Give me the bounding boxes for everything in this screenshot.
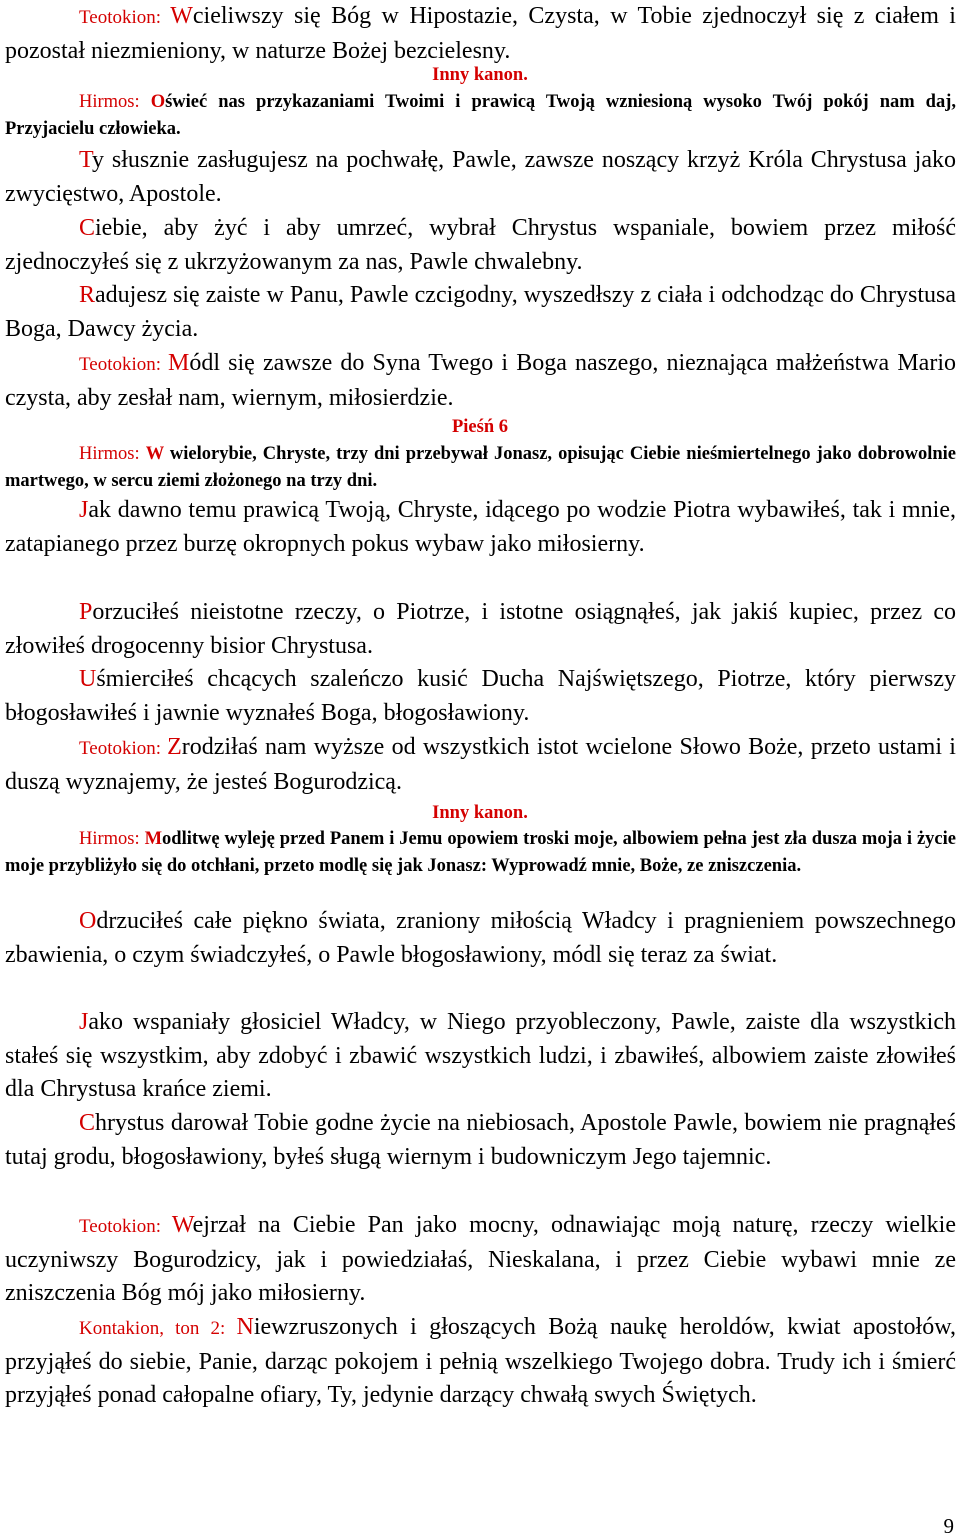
paragraph-text: odlitwę wyleję przed Panem i Jemu opowiem troski moje, albowiem pełna jest zła dusza moja i życie moje przybliżyło się do otchłani, przeto modlę się jak Jonasz: Wyprowadź mnie, Boże, ze zniszczenia.	[5, 829, 956, 876]
paragraph-text: cieliwszy się Bóg w Hipostazie, Czysta, w Tobie zjednoczył się z ciałem i pozostał niezmieniony, w naturze Bożej bezcielesny.	[5, 3, 956, 64]
initial-letter: M	[144, 829, 163, 849]
initial-letter: T	[79, 147, 92, 173]
paragraph-text: świeć nas przykazaniami Twoimi i prawicą Twoją wzniesioną wysoko Twój pokój nam daj, Przyjacielu człowieka.	[5, 92, 957, 139]
troparion-paragraph	[5, 1107, 956, 1174]
paragraph-text: y słusznie zasługujesz na pochwałę, Pawle, zawsze noszący krzyż Króla Chrystusa jako zwycięstwo, Apostole.	[5, 147, 956, 207]
paragraph-text: hrystus darował Tobie godne życie na niebiosach, Apostole Pawle, bowiem nie pragnąłeś tutaj grodu, błogosławiony, byłeś sługą wiernym i budowniczym Jego tajemnic.	[5, 1110, 956, 1170]
section-heading: Inny kanon.	[432, 803, 528, 823]
paragraph-text: adujesz się zaiste w Panu, Pawle czcigodny, wyszedłszy z ciała i odchodząc do Chrystusa Boga, Dawcy życia.	[5, 282, 956, 342]
troparion-paragraph	[5, 494, 956, 561]
teotokion-paragraph	[5, 0, 956, 68]
teotokion-paragraph	[5, 347, 956, 415]
paragraph-text: orzuciłeś nieistotne rzeczy, o Piotrze, i istotne osiągnąłeś, jak jakiś kupiec, przez co złowiłeś drogocenny bisior Chrystusa.	[5, 599, 956, 659]
page-number: 9	[943, 1514, 954, 1538]
initial-letter: W	[170, 3, 193, 29]
initial-letter: U	[79, 666, 97, 692]
troparion-paragraph	[5, 279, 956, 346]
initial-letter: J	[79, 497, 89, 523]
paragraph-text: wielorybie, Chryste, trzy dni przebywał Jonasz, opisując Ciebie nieśmiertelnego jako dobrowolnie martwego, w sercu ziemi złożonego na trzy dni.	[5, 444, 957, 491]
initial-letter: O	[79, 908, 97, 934]
troparion-paragraph	[5, 212, 956, 279]
hirmos-paragraph	[5, 89, 956, 142]
rubric-label: Hirmos:	[79, 444, 146, 464]
initial-letter: W	[171, 1212, 193, 1238]
hirmos-paragraph	[5, 441, 956, 494]
hirmos-paragraph	[5, 826, 956, 879]
paragraph-text: iewzruszonych i głoszących Bożą naukę heroldów, kwiat apostołów, przyjąłeś do siebie, Panie, darząc pokojem i pełnią wszelkiego Twojego dobra. Trudy ich i śmierć przyjąłeś ponad całopalne ofiary, Ty, jedynie darzący chwałą swych Świętych.	[5, 1314, 956, 1408]
rubric-label: Teotokion:	[79, 7, 171, 28]
kontakion-paragraph	[5, 1311, 956, 1413]
initial-letter: W	[145, 444, 164, 464]
rubric-label: Teotokion:	[79, 1216, 172, 1237]
initial-letter: P	[79, 599, 93, 625]
paragraph-text: ejrzał na Ciebie Pan jako mocny, odnawiając moją naturę, rzeczy wielkie uczyniwszy Bogurodzicy, jak i powiedziałaś, Nieskalana, i przez Ciebie wybawi mnie ze zniszczenia Bóg mój jako miłosierny.	[5, 1212, 956, 1306]
troparion-paragraph	[5, 144, 956, 211]
paragraph-text: ak dawno temu prawicą Twoją, Chryste, idącego po wodzie Piotra wybawiłeś, tak i mnie, zatapianego przez burzę okropnych pokus wybaw jako miłosierny.	[5, 497, 956, 557]
troparion-paragraph	[5, 1006, 956, 1107]
initial-letter: C	[79, 215, 96, 241]
paragraph-text: ódl się zawsze do Syna Twego i Boga naszego, nieznająca małżeństwa Mario czysta, aby zesłał nam, wiernym, miłosierdzie.	[5, 350, 956, 411]
rubric-label: Teotokion:	[79, 738, 168, 759]
rubric-label: Teotokion:	[79, 354, 168, 375]
teotokion-paragraph	[5, 731, 956, 799]
paragraph-text: ako wspaniały głosiciel Władcy, w Niego przyobleczony, Pawle, zaiste dla wszystkich stałeś się wszystkim, aby zdobyć i zbawić wszystkich ludzi, i zbawiłeś, albowiem zaiste złowiłeś dla Chrystusa krańce ziemi.	[5, 1009, 956, 1102]
troparion-paragraph	[5, 905, 956, 972]
ode-heading: Pieśń 6	[451, 417, 508, 437]
initial-letter: M	[167, 350, 190, 376]
initial-letter: O	[150, 92, 166, 112]
initial-letter: C	[79, 1110, 96, 1136]
paragraph-text: rodziłaś nam wyższe od wszystkich istot wcielone Słowo Boże, przeto ustami i duszą wyznajemy, że jesteś Bogurodzicą.	[5, 734, 956, 795]
initial-letter: R	[79, 282, 96, 308]
paragraph-text: iebie, aby żyć i aby umrzeć, wybrał Chrystus wspaniale, bowiem przez miłość zjednoczyłeś się z ukrzyżowanym za nas, Pawle chwalebny.	[5, 215, 956, 275]
troparion-paragraph	[5, 663, 956, 730]
paragraph-text: śmierciłeś chcących szaleńczo kusić Ducha Najświętszego, Piotrze, który pierwszy błogosławiłeś i jawnie wyznałeś Boga, błogosławiony.	[5, 666, 956, 726]
initial-letter: N	[236, 1314, 254, 1340]
troparion-paragraph	[5, 596, 956, 663]
teotokion-paragraph	[5, 1209, 956, 1311]
rubric-label: Kontakion, ton 2:	[79, 1318, 237, 1339]
rubric-label: Hirmos:	[79, 92, 151, 112]
initial-letter: Z	[167, 734, 182, 760]
paragraph-text: drzuciłeś całe piękno świata, zraniony miłością Władcy i pragnieniem powszechnego zbawienia, o czym świadczyłeś, o Pawle błogosławiony, módl się teraz za świat.	[5, 908, 956, 968]
initial-letter: J	[79, 1009, 89, 1035]
rubric-label: Hirmos:	[79, 829, 145, 849]
section-heading: Inny kanon.	[432, 65, 528, 85]
